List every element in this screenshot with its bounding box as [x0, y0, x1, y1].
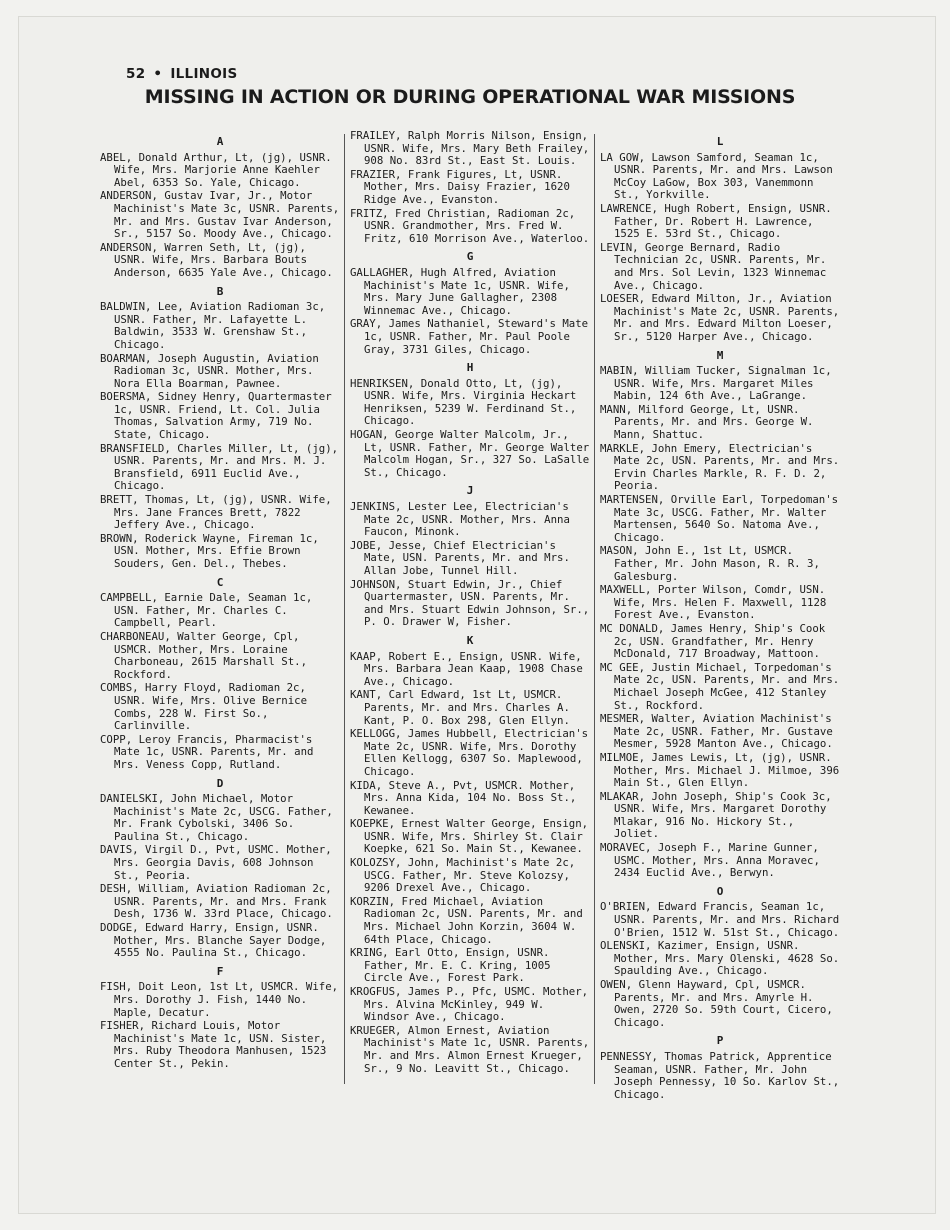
casualty-entry: MILMOE, James Lewis, Lt, (jg), USNR. Mother, Mrs. Michael J. Milmoe, 396 Main St., Glen Ellyn.: [600, 750, 840, 790]
section-letter: K: [466, 633, 474, 647]
casualty-entry: LAWRENCE, Hugh Robert, Ensign, USNR. Father, Dr. Robert H. Lawrence, 1525 E. 53rd St., Chicago.: [600, 201, 832, 241]
casualty-entry: FRAILEY, Ralph Morris Nilson, Ensign, USNR. Wife, Mrs. Mary Beth Frailey, 908 No. 83rd St., East St. Louis.: [350, 129, 590, 168]
section-letter: C: [216, 575, 224, 589]
casualty-entry: JOHNSON, Stuart Edwin, Jr., Chief Quartermaster, USN. Parents, Mr. and Mrs. Stuart Edwin Johnson, Sr., P. O. Drawer W, Fisher.: [350, 577, 590, 629]
casualty-entry: KRING, Earl Otto, Ensign, USNR. Father, Mr. E. C. Kring, 1005 Circle Ave., Forest Park.: [350, 946, 551, 985]
casualty-entry: HOGAN, George Walter Malcolm, Jr., Lt, USNR. Father, Mr. George Walter Malcolm Hogan, Sr., 327 So. LaSalle St., Chicago.: [350, 428, 590, 479]
casualty-entry: MARTENSEN, Orville Earl, Torpedoman's Mate 3c, USCG. Father, Mr. Walter Martensen, 5640 So. Natoma Ave., Chicago.: [600, 493, 839, 544]
casualty-entry: MLAKAR, John Joseph, Ship's Cook 3c, USNR. Wife, Mrs. Margaret Dorothy Mlakar, 916 No. Hickory St., Joliet.: [600, 789, 832, 841]
casualty-entry: MASON, John E., 1st Lt, USMCR. Father, Mr. John Mason, R. R. 3, Galesburg.: [600, 544, 820, 583]
section-letter: F: [216, 964, 224, 978]
casualty-entry: COMBS, Harry Floyd, Radioman 2c, USNR. Wife, Mrs. Olive Bernice Combs, 228 W. First So., Carlinville.: [100, 681, 308, 733]
casualty-entry: FRAZIER, Frank Figures, Lt, USNR. Mother, Mrs. Daisy Frazier, 1620 Ridge Ave., Evanston.: [350, 167, 570, 206]
casualty-entry: MESMER, Walter, Aviation Machinist's Mate 2c, USNR. Father, Mr. Gustave Mesmer, 5928 Manton Ave., Chicago.: [600, 712, 833, 751]
casualty-entry: CHARBONEAU, Walter George, Cpl, USMCR. Mother, Mrs. Loraine Charboneau, 2615 Marshall St., Rockford.: [100, 629, 308, 681]
casualty-entry: ANDERSON, Gustav Ivar, Jr., Motor Machinist's Mate 3c, USNR. Parents, Mr. and Mrs. Gustav Ivar Anderson, Sr., 5157 So. Moody Ave., Chicago.: [100, 189, 340, 241]
column-rule: [594, 134, 595, 1084]
casualty-entry: CAMPBELL, Earnie Dale, Seaman 1c, USN. Father, Mr. Charles C. Campbell, Pearl.: [100, 591, 313, 630]
casualty-entry: ABEL, Donald Arthur, Lt, (jg), USNR. Wife, Mrs. Marjorie Anne Kaehler Abel, 6353 So. Yale, Chicago.: [100, 150, 332, 189]
casualty-entry: LEVIN, George Bernard, Radio Technician 2c, USNR. Parents, Mr. and Mrs. Sol Levin, 1323 Winnemac Ave., Chicago.: [600, 240, 827, 292]
casualty-entry: KAAP, Robert E., Ensign, USNR. Wife, Mrs. Barbara Jean Kaap, 1908 Chase Ave., Chicago.: [350, 649, 583, 688]
casualty-entry: FRITZ, Fred Christian, Radioman 2c, USNR. Grandmother, Mrs. Fred W. Fritz, 610 Morrison Ave., Waterloo.: [350, 206, 590, 245]
casualty-entry: HENRIKSEN, Donald Otto, Lt, (jg), USNR. Wife, Mrs. Virginia Heckart Henriksen, 5239 W. Ferdinand St., Chicago.: [350, 376, 577, 428]
casualty-entry: FISHER, Richard Louis, Motor Machinist's Mate 1c, USN. Sister, Mrs. Ruby Theodora Manhusen, 1523 Center St., Pekin.: [100, 1019, 327, 1070]
casualty-entry: BOERSMA, Sidney Henry, Quartermaster 1c, USNR. Friend, Lt. Col. Julia Thomas, Salvation Army, 719 No. State, Chicago.: [100, 390, 332, 442]
section-letter: A: [216, 135, 224, 148]
casualty-entry: DESH, William, Aviation Radioman 2c, USNR. Parents, Mr. and Mrs. Frank Desh, 1736 W. 33rd Place, Chicago.: [100, 882, 333, 921]
casualty-entry: KANT, Carl Edward, 1st Lt, USMCR. Parents, Mr. and Mrs. Charles A. Kant, P. O. Box 298, Glen Ellyn.: [350, 688, 570, 727]
section-letter: P: [716, 1034, 724, 1048]
casualty-entry: MORAVEC, Joseph F., Marine Gunner, USMC. Mother, Mrs. Anna Moravec, 2434 Euclid Ave., Berwyn.: [600, 841, 820, 880]
casualty-entry: DANIELSKI, John Michael, Motor Machinist's Mate 2c, USCG. Father, Mr. Frank Cybolski, 3406 So. Paulina St., Chicago.: [100, 792, 333, 843]
casualty-entry: MC GEE, Justin Michael, Torpedoman's Mate 2c, USN. Parents, Mr. and Mrs. Michael Joseph McGee, 412 Stanley St., Rockford.: [600, 660, 840, 712]
casualty-entry: DAVIS, Virgil D., Pvt, USMC. Mother, Mrs. Georgia Davis, 608 Johnson St., Peoria.: [100, 843, 332, 882]
casualty-entry: MANN, Milford George, Lt, USNR. Parents, Mr. and Mrs. George W. Mann, Shattuc.: [600, 402, 814, 442]
casualty-entry: BALDWIN, Lee, Aviation Radioman 3c, USNR. Father, Mr. Lafayette L. Baldwin, 3533 W. Grenshaw St., Chicago.: [100, 300, 326, 351]
casualty-entry: KIDA, Steve A., Pvt, USMCR. Mother, Mrs. Anna Kida, 104 No. Boss St., Kewanee.: [350, 778, 577, 817]
casualty-entry: JENKINS, Lester Lee, Electrician's Mate 2c, USNR. Mother, Mrs. Anna Faucon, Minonk.: [350, 500, 570, 539]
section-letter: J: [466, 484, 474, 498]
casualty-entry: GALLAGHER, Hugh Alfred, Aviation Machinist's Mate 1c, USNR. Wife, Mrs. Mary June Gallagher, 2308 Winnemac Ave., Chicago.: [350, 265, 570, 317]
casualty-entry: MARKLE, John Emery, Electrician's Mate 2c, USN. Parents, Mr. and Mrs. Ervin Charles Markle, R. F. D. 2, Peoria.: [600, 441, 840, 493]
casualty-entry: FISH, Doit Leon, 1st Lt, USMCR. Wife, Mrs. Dorothy J. Fish, 1440 No. Maple, Decatur.: [100, 980, 339, 1019]
section-letter: D: [216, 776, 224, 790]
casualty-entry: LOESER, Edward Milton, Jr., Aviation Machinist's Mate 2c, USNR. Parents, Mr. and Mrs. Edward Milton Loeser, Sr., 5120 Harper Ave., Chicago.: [600, 292, 840, 343]
casualty-entry: KELLOGG, James Hubbell, Electrician's Mate 2c, USNR. Wife, Mrs. Dorothy Ellen Kellogg, 6307 So. Maplewood, Chicago.: [350, 727, 589, 778]
section-letter: M: [716, 348, 724, 362]
column-3: [600, 130, 840, 1102]
casualty-entry: OLENSKI, Kazimer, Ensign, USNR. Mother, Mrs. Mary Olenski, 4628 So. Spaulding Ave., Chicago.: [600, 939, 840, 978]
casualty-entry: KOLOZSY, John, Machinist's Mate 2c, USCG. Father, Mr. Steve Kolozsy, 9206 Drexel Ave., Chicago.: [350, 856, 576, 895]
casualty-entry: BRETT, Thomas, Lt, (jg), USNR. Wife, Mrs. Jane Frances Brett, 7822 Jeffery Ave., Chicago.: [100, 493, 332, 532]
casualty-entry: KRUEGER, Almon Ernest, Aviation Machinist's Mate 1c, USNR. Parents, Mr. and Mrs. Almon Ernest Krueger, Sr., 9 No. Leavitt St., Chicago.: [350, 1023, 590, 1075]
casualty-entry: KOEPKE, Ernest Walter George, Ensign, USNR. Wife, Mrs. Shirley St. Clair Koepke, 621 So. Main St., Kewanee.: [350, 817, 589, 856]
section-letter: O: [716, 884, 724, 898]
casualty-entry: BROWN, Roderick Wayne, Fireman 1c, USN. Mother, Mrs. Effie Brown Souders, Gen. Del., Thebes.: [100, 531, 319, 570]
casualty-entry: MAXWELL, Porter Wilson, Comdr, USN. Wife, Mrs. Helen F. Maxwell, 1128 Forest Ave., Evanston.: [600, 583, 827, 622]
column-1: [100, 130, 340, 1072]
section-letter: L: [716, 135, 724, 148]
casualty-entry: DODGE, Edward Harry, Ensign, USNR. Mother, Mrs. Blanche Sayer Dodge, 4555 No. Paulina St., Chicago.: [100, 921, 327, 960]
casualty-entry: JOBE, Jesse, Chief Electrician's Mate, USN. Parents, Mr. and Mrs. Allan Jobe, Tunnel Hill.: [350, 538, 570, 577]
casualty-entry: BOARMAN, Joseph Augustin, Aviation Radioman 3c, USNR. Mother, Mrs. Nora Ella Boarman, Pawnee.: [100, 351, 319, 390]
casualty-entry: MC DONALD, James Henry, Ship's Cook 2c, USN. Grandfather, Mr. Henry McDonald, 717 Broadway, Mattoon.: [600, 621, 826, 661]
casualty-entry: COPP, Leroy Francis, Pharmacist's Mate 1c, USNR. Parents, Mr. and Mrs. Veness Copp, Rutland.: [100, 732, 314, 771]
section-letter: G: [466, 250, 474, 264]
casualty-entry: ANDERSON, Warren Seth, Lt, (jg), USNR. Wife, Mrs. Barbara Bouts Anderson, 6635 Yale Ave., Chicago.: [100, 240, 333, 279]
section-letter: B: [216, 284, 224, 298]
page-title: MISSING IN ACTION OR DURING OPERATIONAL WAR MISSIONS: [144, 86, 796, 108]
casualty-entry: MABIN, William Tucker, Signalman 1c, USNR. Wife, Mrs. Margaret Miles Mabin, 124 6th Ave., LaGrange.: [600, 364, 832, 403]
bullet-separator: •: [153, 66, 163, 82]
casualty-entry: KORZIN, Fred Michael, Aviation Radioman 2c, USN. Parents, Mr. and Mrs. Michael John Korzin, 3604 W. 64th Place, Chicago.: [350, 894, 583, 946]
page-number: 52: [126, 66, 146, 82]
column-2: [350, 130, 590, 1076]
casualty-entry: GRAY, James Nathaniel, Steward's Mate 1c, USNR. Father, Mr. Paul Poole Gray, 3731 Giles, Chicago.: [350, 317, 589, 356]
state-name: ILLINOIS: [170, 66, 238, 82]
casualty-entry: BRANSFIELD, Charles Miller, Lt, (jg), USNR. Parents, Mr. and Mrs. M. J. Bransfield, 6911 Euclid Ave., Chicago.: [100, 441, 339, 493]
casualty-entry: KROGFUS, James P., Pfc, USMC. Mother, Mrs. Alvina McKinley, 949 W. Windsor Ave., Chicago.: [350, 985, 589, 1024]
casualty-entry: PENNESSY, Thomas Patrick, Apprentice Seaman, USNR. Father, Mr. John Joseph Pennessy, 10 So. Karlov St., Chicago.: [600, 1049, 840, 1101]
casualty-entry: LA GOW, Lawson Samford, Seaman 1c, USNR. Parents, Mr. and Mrs. Lawson McCoy LaGow, Box 303, Vanemmonn St., Yorkville.: [600, 150, 833, 202]
running-head: [126, 66, 238, 82]
section-letter: H: [466, 361, 474, 375]
column-rule: [344, 134, 345, 1084]
casualty-entry: OWEN, Glenn Hayward, Cpl, USMCR. Parents, Mr. and Mrs. Amyrle H. Owen, 2720 So. 59th Court, Cicero, Chicago.: [600, 978, 833, 1029]
casualty-entry: O'BRIEN, Edward Francis, Seaman 1c, USNR. Parents, Mr. and Mrs. Richard O'Brien, 1512 W. 51st St., Chicago.: [600, 900, 840, 939]
